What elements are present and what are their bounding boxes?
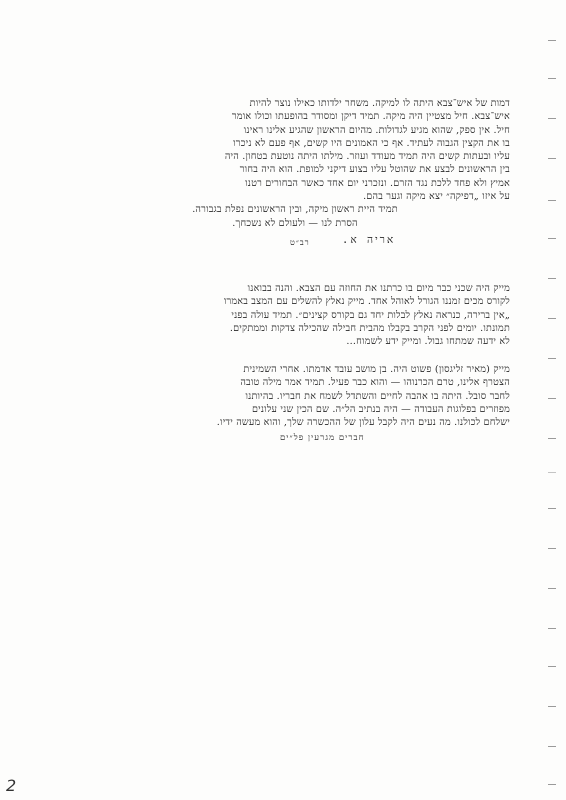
margin-tick xyxy=(548,588,556,589)
paragraph-line: עליו ובעתות קשים היה תמיד מעודד ועוזר. מילתו היתה נוטעת בטחון. היה xyxy=(224,151,510,163)
margin-tick xyxy=(548,666,556,667)
margin-tick xyxy=(548,318,556,319)
margin-tick xyxy=(548,628,556,629)
margin-tick xyxy=(548,158,556,159)
margin-tick xyxy=(548,746,556,747)
signature-rank xyxy=(290,238,310,247)
tribute-section-1 xyxy=(110,97,510,230)
margin-tick xyxy=(548,508,556,509)
margin-tick xyxy=(548,548,556,549)
paragraph-line: בין הראשונים לבצע את שהוטל עליו בצוע דיקני למופת. הוא היה בחור xyxy=(239,164,510,176)
signature-arie xyxy=(342,234,395,246)
paragraph-line: לא ידעה שמתחו גבול. ומייק ידע לשמוח... xyxy=(346,336,510,348)
margin-tick xyxy=(548,40,556,41)
paragraph-line: חיל. אין ספק, שהוא מגיע לגדולות. מהיום הראשון שהגיע אלינו ראינו xyxy=(243,124,510,136)
paragraph-line: מייק (מאיר זליגסון) פשוט היה. בן מושב עובד אדמתו. אחרי השמינית xyxy=(243,364,510,375)
margin-tick xyxy=(548,238,556,239)
paragraph-line: „אין ברירה, כנראה נאלץ לבלות יחד גם בקורס קצינים״. תמיד עולה בפני xyxy=(231,309,510,321)
margin-tick xyxy=(548,438,556,439)
margin-tick xyxy=(548,706,556,707)
paragraph-line: על איזו „דפיקה״ יצא מיקה וגער בהם. xyxy=(363,191,510,203)
paragraph-line: דמות של איש־צבא היתה לו למיקה. משחר ילדותו כאילו נוצר להיות xyxy=(249,98,510,109)
paragraph-line: אמיץ ולא פחד ללכת נגד הזרם. ונזכרני יום אחד כאשר הבחורים רטנו xyxy=(245,177,510,189)
tribute-section-2 xyxy=(110,282,510,348)
paragraph-line: תמונתו. יומים לפני הקרב בקבלו מהבית חבילה שהכילה צדקות וממתקים. xyxy=(229,322,510,334)
margin-tick xyxy=(548,78,556,79)
margin-tick xyxy=(548,398,556,399)
closing-line: תמיד היית ראשון מיקה, ובין הראשונים נפלת בגבורה. xyxy=(192,204,398,216)
signature-group-text: חברים מגרעין פל״ים xyxy=(280,433,365,443)
margin-tick xyxy=(548,472,556,473)
margin-tick xyxy=(548,118,556,119)
page-number: 2 xyxy=(6,776,17,795)
tribute-section-3 xyxy=(110,363,510,429)
paragraph-line: לחבר סובל. היתה בו אהבה לחיים והשתדל לשמח את חבריו. בהיותנו xyxy=(245,390,510,402)
paragraph-line: מפוזרים בפלוגות העבודה — היה בנתיב הל״ה. שם הכין שני עלונים xyxy=(251,403,510,415)
paragraph-line: לקורס מכים זמננו הגורל לאוהל אחד. מייק נאלץ להשלים עם המצב באמרו xyxy=(223,296,510,308)
paragraph-line: ישלחם לכולנו. מה נעים היה לקבל עלון של ההכשרה שלך, והוא מעשה ידיו. xyxy=(216,417,510,429)
signature-rank-text: רב״ט xyxy=(290,238,310,247)
margin-tick xyxy=(548,784,556,785)
paragraph-line: איש־צבא. חיל מצטיין היה מיקה. תמיד דיקן ומסודר בהופעתו וכולו אומר xyxy=(231,111,510,123)
signature-name: אריה א. xyxy=(342,234,396,246)
paragraph-line: הצטרף אלינו, טרם הכרנוהו — והוא כבר פעיל. תמיד אמר מילה טובה xyxy=(240,377,510,389)
closing-line: הסרת לנו — ולעולם לא נשכחך. xyxy=(232,217,358,229)
signature-group xyxy=(280,432,365,443)
margin-tick xyxy=(548,358,556,359)
paragraph-line: בו את הקצין הגבוה לעתיד. אף כי האמונים היו קשים, אף פעם לא ניכרו xyxy=(233,137,510,149)
margin-tick xyxy=(548,200,556,201)
margin-tick xyxy=(548,278,556,279)
paragraph-line: מייק היה שכני כבר מיום בו כרתנו את החוזה עם הצבא. והנה בבואנו xyxy=(247,283,510,294)
